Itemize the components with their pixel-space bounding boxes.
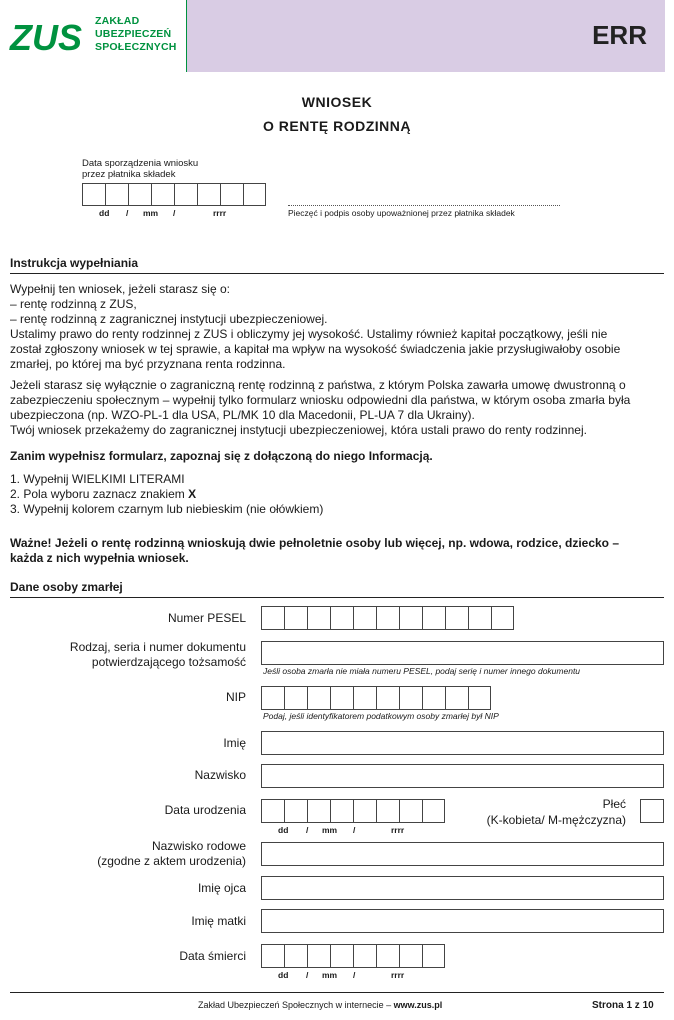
- date-cell[interactable]: [128, 183, 151, 206]
- text-line: – rentę rodzinną z ZUS,: [10, 297, 137, 311]
- date-cell[interactable]: [376, 799, 399, 823]
- org-name: [95, 15, 177, 54]
- death-date-input[interactable]: [261, 944, 445, 968]
- date-cell[interactable]: [105, 183, 128, 206]
- text-line: Wypełnij ten wniosek, jeżeli starasz się o:: [10, 282, 230, 296]
- org-line: ZAKŁAD: [95, 15, 140, 27]
- text-line: Ustalimy prawo do renty rodzinnej z ZUS i obliczymy jej wysokość. Ustalimy również kapitał początkowy, jeśli nie: [10, 327, 608, 341]
- pesel-cell[interactable]: [468, 606, 491, 630]
- date-label: [82, 158, 198, 180]
- pesel-cell[interactable]: [307, 606, 330, 630]
- rrrr-label: rrrr: [391, 825, 405, 835]
- fill-rules: [10, 472, 670, 517]
- date-cell[interactable]: [151, 183, 174, 206]
- nip-cell[interactable]: [376, 686, 399, 710]
- stamp-label: Pieczęć i podpis osoby upoważnionej przez płatnika składek: [288, 208, 515, 218]
- instructions-heading: Instrukcja wypełniania: [10, 256, 664, 274]
- sex-input[interactable]: [640, 799, 664, 823]
- org-line: SPOŁECZNYCH: [95, 41, 177, 53]
- date-cell[interactable]: [261, 799, 284, 823]
- sep-label: /: [173, 208, 176, 218]
- pesel-cell[interactable]: [422, 606, 445, 630]
- nip-cell[interactable]: [468, 686, 491, 710]
- date-cell[interactable]: [376, 944, 399, 968]
- date-cell[interactable]: [422, 799, 445, 823]
- nip-cell[interactable]: [284, 686, 307, 710]
- nip-input[interactable]: [261, 686, 491, 710]
- text-line: został zgłoszony wniosek w tej sprawie, a kapitał ma wpływ na wysokość świadczenia jakie przysługiwałoby osobie: [10, 342, 621, 356]
- surname-input[interactable]: [261, 764, 664, 788]
- date-label-line: Data sporządzenia wniosku: [82, 158, 199, 169]
- footer-site-text: Zakład Ubezpieczeń Społecznych w internecie –: [198, 1000, 394, 1010]
- death-date-label: Data śmierci: [179, 949, 246, 963]
- rule-item: 1. Wypełnij WIELKIMI LITERAMI: [10, 472, 185, 486]
- pesel-cell[interactable]: [376, 606, 399, 630]
- rrrr-label: rrrr: [213, 208, 227, 218]
- mm-label: mm: [322, 825, 338, 835]
- date-cell[interactable]: [399, 799, 422, 823]
- logo-text: ZUS: [10, 17, 82, 58]
- stamp-line: [288, 205, 560, 206]
- label-line: Rodzaj, seria i numer dokumentu: [69, 640, 246, 654]
- date-cell[interactable]: [284, 799, 307, 823]
- date-cell[interactable]: [422, 944, 445, 968]
- title-line1: WNIOSEK: [301, 94, 373, 110]
- text-line: każda z nich wypełnia wniosek.: [10, 551, 189, 565]
- date-cell[interactable]: [82, 183, 105, 206]
- form-code-box: [187, 0, 665, 72]
- id-doc-hint: Jeśli osoba zmarła nie miała numeru PESEL, podaj serię i numer innego dokumentu: [263, 666, 581, 676]
- label-line: potwierdzającego tożsamość: [91, 655, 246, 669]
- label-line: Nazwisko rodowe: [151, 839, 246, 853]
- date-cell[interactable]: [399, 944, 422, 968]
- date-cell[interactable]: [284, 944, 307, 968]
- date-cell[interactable]: [243, 183, 266, 206]
- father-name-label: Imię ojca: [197, 881, 246, 895]
- family-name-input[interactable]: [261, 842, 664, 866]
- text-line: zabezpieczeniu społecznym – wypełnij tylko formularz wniosku odpowiedni dla państwa, w którym osoba zmarła była: [10, 393, 631, 407]
- first-name-label: Imię: [223, 736, 246, 750]
- rule-item: [10, 487, 670, 502]
- deceased-heading: Dane osoby zmarłej: [10, 580, 664, 598]
- date-cell[interactable]: [261, 944, 284, 968]
- header: [0, 0, 674, 72]
- date-cell[interactable]: [353, 944, 376, 968]
- nip-cell[interactable]: [307, 686, 330, 710]
- pesel-cell[interactable]: [353, 606, 376, 630]
- pesel-cell[interactable]: [445, 606, 468, 630]
- date-cell[interactable]: [353, 799, 376, 823]
- rule-x: X: [188, 487, 197, 501]
- instructions-paragraph-2: [10, 378, 670, 438]
- dd-label: dd: [99, 208, 110, 218]
- date-cell[interactable]: [330, 944, 353, 968]
- nip-cell[interactable]: [330, 686, 353, 710]
- pesel-cell[interactable]: [284, 606, 307, 630]
- label-line: Płeć: [602, 797, 626, 811]
- nip-label: NIP: [225, 690, 246, 704]
- pesel-cell[interactable]: [330, 606, 353, 630]
- sex-label: [480, 796, 626, 828]
- id-doc-input[interactable]: [261, 641, 664, 665]
- title-line2: O RENTĘ RODZINNĄ: [263, 118, 411, 134]
- mm-label: mm: [322, 970, 338, 980]
- dd-label: dd: [278, 825, 289, 835]
- text-line: Ważne! Jeżeli o rentę rodzinną wnioskują dwie pełnoletnie osoby lub więcej, np. wdowa, rodzice, dziecko –: [10, 536, 620, 550]
- info-note: Zanim wypełnisz formularz, zapoznaj się z dołączoną do niego Informacją.: [10, 449, 433, 463]
- sep-label: /: [306, 970, 309, 980]
- mm-label: mm: [143, 208, 159, 218]
- label-line: (zgodne z aktem urodzenia): [97, 854, 246, 868]
- nip-cell[interactable]: [353, 686, 376, 710]
- text-line: ubezpieczona (np. WZO-PL-1 dla USA, PL/MK 10 dla Macedonii, PL-UA 7 dla Ukrainy).: [10, 408, 475, 422]
- footer-site-link[interactable]: www.zus.pl: [393, 1000, 443, 1010]
- org-line: UBEZPIECZEŃ: [95, 28, 172, 40]
- date-cell[interactable]: [220, 183, 243, 206]
- date-cell[interactable]: [330, 799, 353, 823]
- zus-logo: [10, 14, 82, 58]
- text-line: zmarłej, po której ma być przyznana renta rodzinna.: [10, 357, 286, 371]
- nip-cell[interactable]: [445, 686, 468, 710]
- date-cell[interactable]: [197, 183, 220, 206]
- sep-label: /: [353, 970, 356, 980]
- form-code: ERR: [592, 20, 647, 50]
- instructions-paragraph-1: [10, 282, 670, 372]
- family-name-label: [10, 839, 246, 869]
- sep-label: /: [126, 208, 129, 218]
- id-doc-label: [10, 640, 246, 670]
- surname-label: Nazwisko: [194, 768, 246, 782]
- sep-label: /: [306, 825, 309, 835]
- text-line: Jeżeli starasz się wyłącznie o zagraniczną rentę rodzinną z państwa, z którym Polska zawarła umowę dwustronną o: [10, 378, 626, 392]
- rule-text: 2. Pola wyboru zaznacz znakiem: [10, 487, 189, 501]
- pesel-input[interactable]: [261, 606, 514, 630]
- prep-date-cells[interactable]: [82, 183, 266, 206]
- birth-date-label: Data urodzenia: [164, 803, 246, 817]
- sep-label: /: [353, 825, 356, 835]
- label-line: (K-kobieta/ M-mężczyzna): [486, 813, 626, 827]
- rrrr-label: rrrr: [391, 970, 405, 980]
- pesel-cell[interactable]: [261, 606, 284, 630]
- dd-label: dd: [278, 970, 289, 980]
- date-cell[interactable]: [307, 799, 330, 823]
- date-cell[interactable]: [174, 183, 197, 206]
- pesel-cell[interactable]: [399, 606, 422, 630]
- father-name-input[interactable]: [261, 876, 664, 900]
- pesel-label: Numer PESEL: [167, 611, 246, 625]
- footer-divider: [10, 992, 664, 993]
- text-line: Twój wniosek przekażemy do zagranicznej instytucji ubezpieczeniowej, która ustali prawo do renty rodzinnej.: [10, 423, 587, 437]
- text-line: – rentę rodzinną z zagranicznej instytucji ubezpieczeniowej.: [10, 312, 328, 326]
- date-label-line: przez płatnika składek: [82, 169, 176, 180]
- mother-name-input[interactable]: [261, 909, 664, 933]
- page-number: Strona 1 z 10: [592, 1000, 654, 1011]
- footer-site: [198, 1000, 442, 1010]
- nip-hint: Podaj, jeśli identyfikatorem podatkowym osoby zmarłej był NIP: [263, 711, 499, 721]
- mother-name-label: Imię matki: [191, 914, 246, 928]
- nip-cell[interactable]: [261, 686, 284, 710]
- rule-item: 3. Wypełnij kolorem czarnym lub niebieskim (nie ołówkiem): [10, 502, 324, 516]
- important-note: [10, 536, 670, 566]
- nip-cell[interactable]: [422, 686, 445, 710]
- birth-date-input[interactable]: [261, 799, 445, 823]
- nip-cell[interactable]: [399, 686, 422, 710]
- date-cell[interactable]: [307, 944, 330, 968]
- pesel-cell[interactable]: [491, 606, 514, 630]
- first-name-input[interactable]: [261, 731, 664, 755]
